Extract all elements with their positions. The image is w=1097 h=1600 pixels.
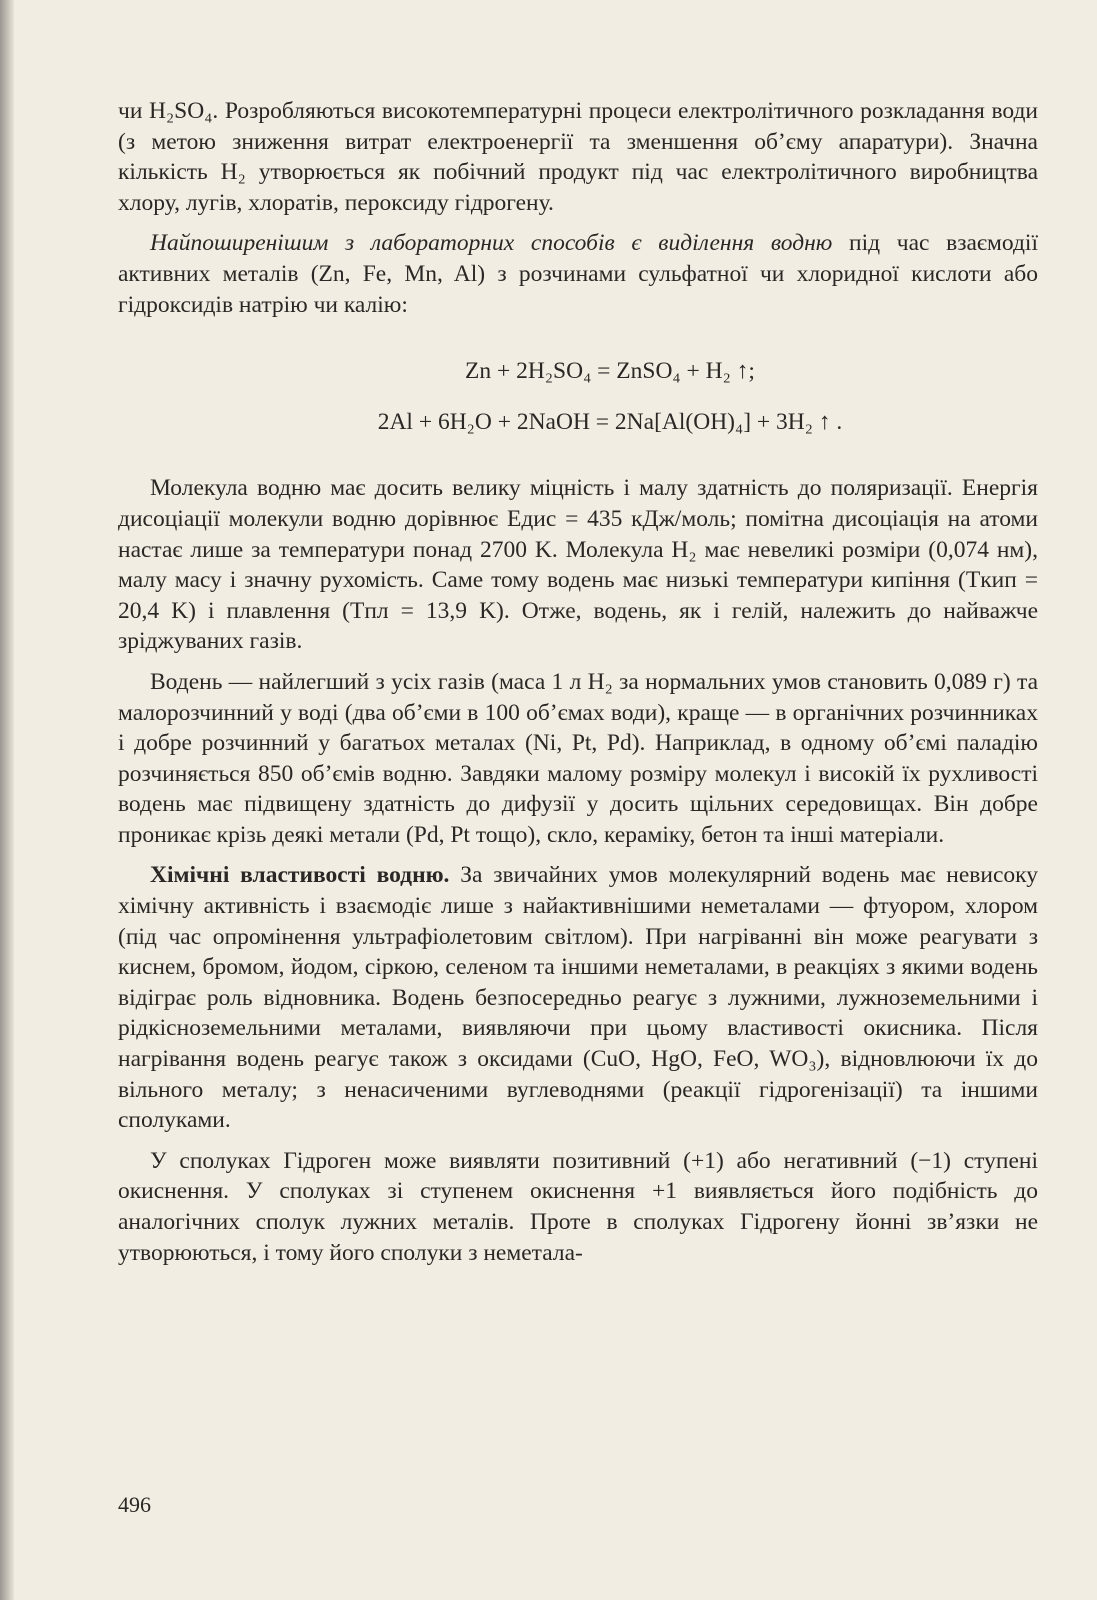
- paragraph-2-rest: під час взаємодії активних металів (Zn, Fe, Mn, Al) з розчинами сульфатної чи хлоридної кислоти або гідроксидів натрію чи калію:: [118, 230, 1038, 318]
- page-edge-shadow: [0, 0, 14, 1600]
- section-heading: Хімічні властивості водню.: [150, 862, 450, 889]
- paragraph-5: [118, 860, 1038, 1135]
- paragraph-2-italic: Найпоширенішим з лабораторних способів є виділення водню: [150, 230, 833, 257]
- equation-1: Zn + 2H₂SO₄ = ZnSO₄ + H₂ ↑;: [465, 358, 755, 385]
- page-number: 496: [118, 1492, 151, 1517]
- paragraph-6: У сполуках Гідроген може виявляти позитивний (+1) або негативний (−1) ступені окиснення. У сполуках зі ступенем окиснення +1 виявляється його подібність до аналогічних сполук лужних металів. Проте в сполуках Гідрогену йонні зв’язки не утворюються, і тому його сполуки з неметала-: [118, 1147, 1038, 1266]
- page-body: [118, 96, 1038, 1268]
- paragraph-2: [118, 228, 1038, 320]
- paragraph-3: Молекула водню має досить велику міцність і малу здатність до поляризації. Енергія дисоціації молекули водню дорівнює Eдис = 435 кДж/моль; помітна дисоціація на атоми настає лише за температури понад 2700 K. Молекула H₂ має невеликі розміри (0,074 нм), малу масу і значну рухомість. Саме тому водень має низькі температури кипіння (Tкип = 20,4 K) і плавлення (Tпл = 13,9 K). Отже, водень, як і гелій, належить до найважче зріджуваних газів.: [118, 475, 1038, 655]
- paragraph-5-rest: За звичайних умов молекулярний водень має невисоку хімічну активність і взаємодіє лише з найактивнішими неметалами — фтуором, хлором (під час опромінення ультрафіолетовим світлом). При нагріванні він може реагувати з киснем, бромом, йодом, сіркою, селеном та іншими неметалами, в реакціях з якими водень відіграє роль відновника. Водень безпосередньо реагує з лужними, лужноземельними і рідкісноземельними металами, виявляючи при цьому властивості окисника. Після нагрівання водень реагує також з оксидами (CuO, HgO, FeO, WO₃), відновлюючи їх до вільного металу; з ненасиченими вуглеводнями (реакції гідрогенізації) та іншими сполуками.: [118, 862, 1038, 1134]
- paragraph-1: чи H₂SO₄. Розробляються високотемпературні процеси електролітичного розкладання води (з метою зниження витрат електроенергії та зменшення об’єму апаратури). Значна кількість H₂ утворюється як побічний продукт під час електролітичного виробництва хлору, лугів, хлоратів, пероксиду гідрогену.: [118, 98, 1038, 216]
- paragraph-4: Водень — найлегший з усіх газів (маса 1 л H₂ за нормальних умов становить 0,089 г) та малорозчинний у воді (два об’єми в 100 об’ємах води), краще — в органічних розчинниках і добре розчинний у багатьох металах (Ni, Pt, Pd). Наприклад, в одному об’ємі паладію розчиняється 850 об’ємів водню. Завдяки малому розміру молекул і високій їх рухливості водень має підвищену здатність до дифузії у досить щільних середовищах. Він добре проникає крізь деякі метали (Pd, Pt тощо), скло, кераміку, бетон та інші матеріали.: [118, 668, 1038, 848]
- equation-2: 2Al + 6H₂O + 2NaOH = 2Na[Al(OH)₄] + 3H₂ ↑ .: [377, 408, 843, 435]
